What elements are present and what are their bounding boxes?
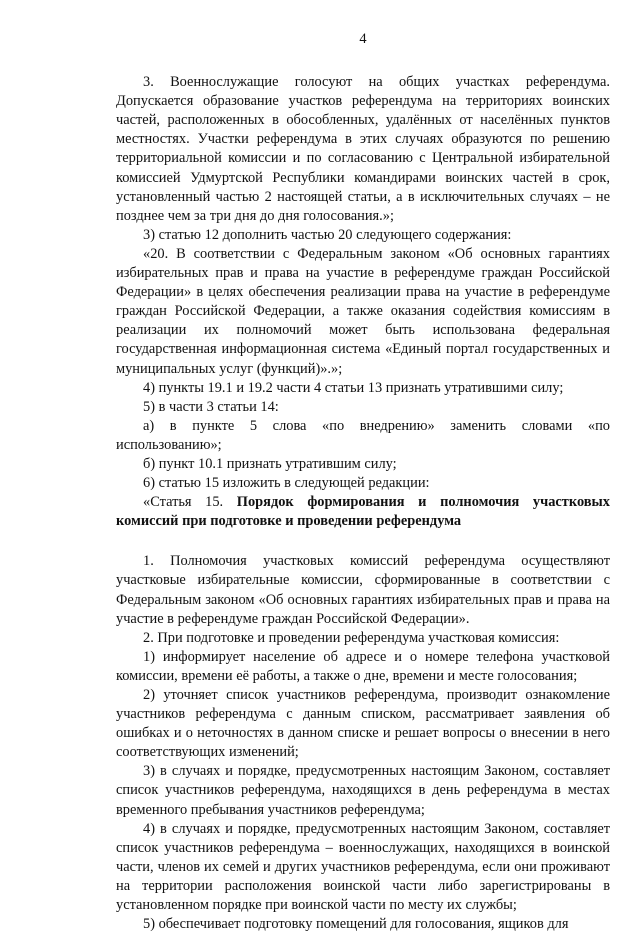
- paragraph-duty-3: 3) в случаях и порядке, предусмотренных настоящим Законом, составляет список участников референдума, находящихся в день референдума в местах временного пребывания участников референдума;: [116, 763, 610, 818]
- page-number: 4: [359, 31, 367, 47]
- paragraph-duty-4: 4) в случаях и порядке, предусмотренных настоящим Законом, составляет список участников референдума – военнослужащих, находящихся в воинской части, членов их семей и других участников референдума, если они проживают на территории расположения воинской части либо зарегистрированы в установленном порядке при воинской части по месту их службы;: [116, 820, 610, 914]
- article-15-title: Порядок формирования и полномочия участковых комиссий при подготовке и проведении референдума: [116, 494, 610, 530]
- paragraph-article-15-intro: 6) статью 15 изложить в следующей редакции:: [143, 475, 430, 492]
- paragraph-item-b: б) пункт 10.1 признать утратившим силу;: [143, 455, 397, 472]
- article-15-heading: [116, 493, 610, 531]
- paragraph-article-14: 5) в части 3 статьи 14:: [143, 398, 279, 415]
- paragraph-military-voting: 3. Военнослужащие голосуют на общих участках референдума. Допускается образование участков референдума на территориях воинских частей, расположенных в обособленных, удалённых от населённых пунктов местностях. Участки референдума в этих случаях образуются по решению территориальной комиссии и по согласованию с Центральной избирательной комиссией Удмуртской Республики командирами воинских частей в срок, установленный частью 2 настоящей статьи, а в исключительных случаях – не позднее чем за три дня до дня голосования.»;: [116, 74, 610, 224]
- paragraph-powers-2: 2. При подготовке и проведении референдума участковая комиссия:: [143, 629, 560, 646]
- paragraph-duty-1: 1) информирует население об адресе и о номере телефона участковой комиссии, времени её работы, а также о дне, времени и месте голосования;: [116, 648, 610, 684]
- paragraph-duty-2: 2) уточняет список участников референдума, производит ознакомление участников референдума с данным списком, рассматривает заявления об ошибках и о неточностях в данном списке и решает вопросы о внесении в него соответствующих изменений;: [116, 687, 610, 761]
- paragraph-article-13: 4) пункты 19.1 и 19.2 части 4 статьи 13 признать утратившими силу;: [143, 379, 564, 396]
- section-gap: [116, 531, 610, 552]
- paragraph-duty-5: 5) обеспечивает подготовку помещений для голосования, ящиков для: [143, 916, 569, 933]
- paragraph-amend-article-12: 3) статью 12 дополнить частью 20 следующего содержания:: [143, 226, 512, 243]
- article-15-label: «Статья 15.: [143, 494, 237, 511]
- paragraph-part-20: «20. В соответствии с Федеральным законом «Об основных гарантиях избирательных прав и права на участие в референдуме граждан Российской Федерации» в целях обеспечения реализации права на участие в референдуме граждан Российской Федерации, а также оказания содействия комиссиям в реализации их полномочий может быть использована федеральная государственная информационная система «Единый портал государственных и муниципальных услуг (функций)».»;: [116, 245, 610, 377]
- paragraph-powers-1: 1. Полномочия участковых комиссий референдума осуществляют участковые избирательные комиссии, сформированные в соответствии с Федеральным законом «Об основных гарантиях избирательных прав и права на участие в референдуме граждан Российской Федерации».: [116, 553, 610, 627]
- paragraph-item-a: а) в пункте 5 слова «по внедрению» заменить словами «по использованию»;: [116, 417, 610, 453]
